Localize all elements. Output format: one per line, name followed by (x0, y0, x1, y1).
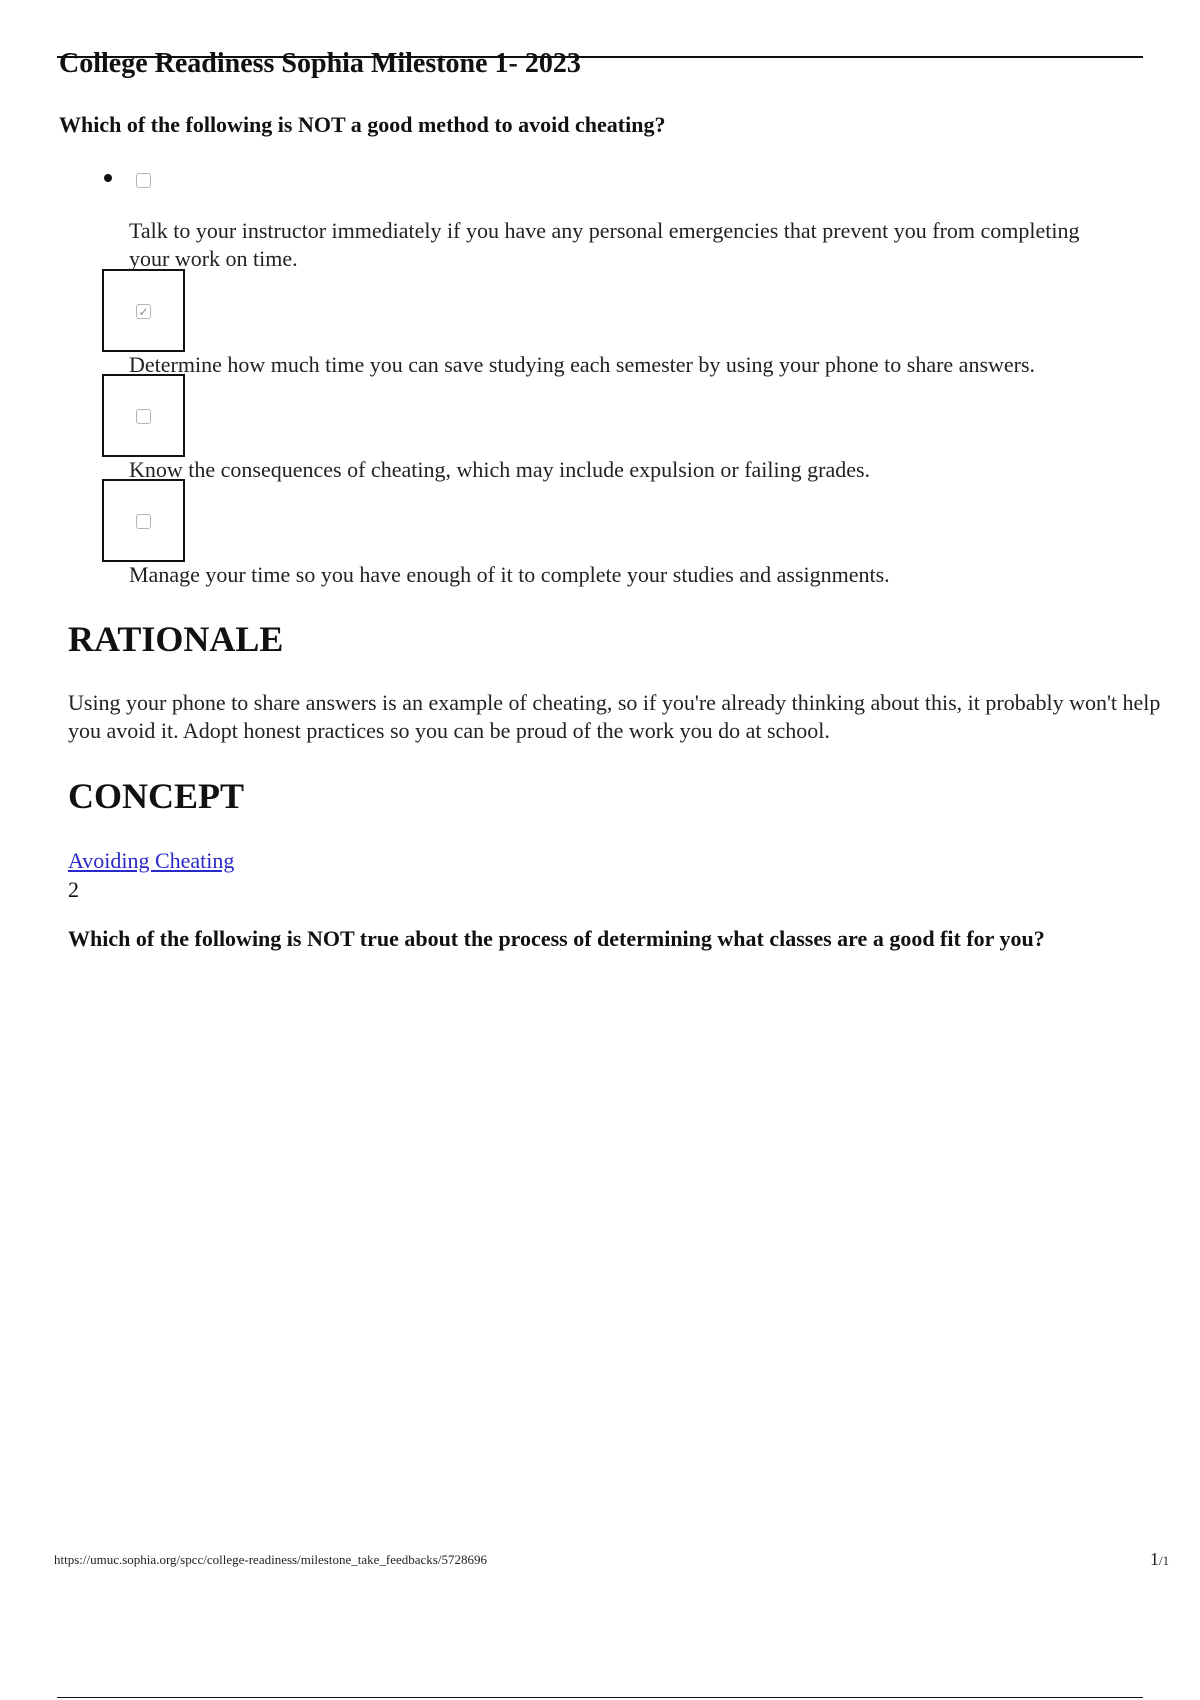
option-3-checkbox[interactable] (136, 409, 151, 424)
option-2-checkbox[interactable] (136, 304, 151, 319)
bottom-rule (57, 1697, 1143, 1698)
rationale-text: Using your phone to share answers is an example of cheating, so if you're already thinking about this, it probably won't help you avoid it. Adopt honest practices so you can be proud of the work you do at school. (68, 690, 1161, 743)
list-bullet (104, 174, 112, 182)
check-icon: ✓ (138, 304, 149, 319)
question-1-prompt: Which of the following is NOT a good method to avoid cheating? (59, 112, 666, 137)
concept-heading: CONCEPT (68, 776, 245, 816)
page-current: 1 (1150, 1549, 1159, 1569)
option-1-label: Talk to your instructor immediately if you have any personal emergencies that prevent you from completing your work on time. (129, 218, 1080, 271)
question-2-prompt: Which of the following is NOT true about the process of determining what classes are a good fit for you? (68, 926, 1045, 951)
rationale-heading: RATIONALE (68, 619, 284, 659)
option-3-label: Know the consequences of cheating, which may include expulsion or failing grades. (129, 457, 871, 482)
option-1-checkbox[interactable] (136, 173, 151, 188)
page-number (1150, 1550, 1169, 1570)
concept-link[interactable]: Avoiding Cheating (68, 848, 235, 873)
option-4-checkbox[interactable] (136, 514, 151, 529)
page-total: /1 (1159, 1553, 1170, 1568)
footer-url: https://umuc.sophia.org/spcc/college-readiness/milestone_take_feedbacks/5728696 (54, 1552, 487, 1567)
document-title: College Readiness Sophia Milestone 1- 2023 (59, 48, 581, 79)
question-2-number: 2 (68, 877, 79, 902)
option-4-label: Manage your time so you have enough of it to complete your studies and assignments. (129, 562, 890, 587)
option-2-label: Determine how much time you can save studying each semester by using your phone to share answers. (129, 352, 1036, 377)
